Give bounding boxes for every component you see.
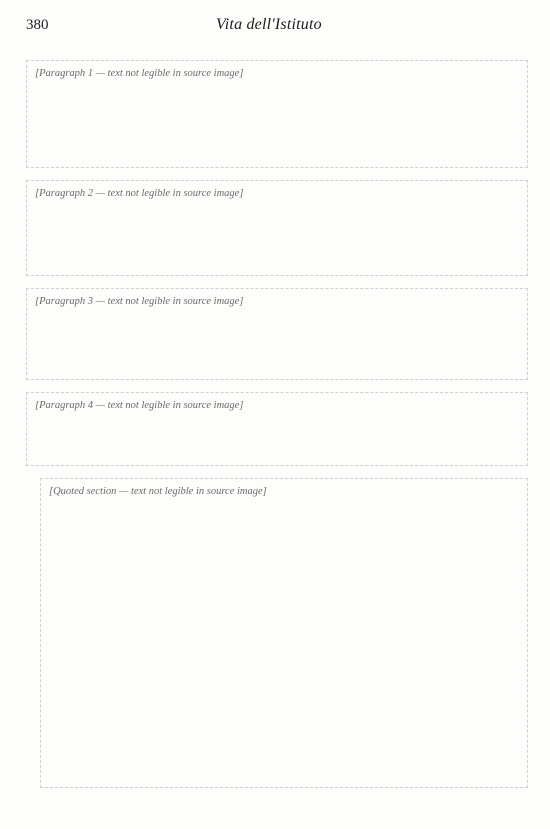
quoted-section-placeholder: [Quoted section — text not legible in source image]: [40, 478, 528, 788]
page-number: 380: [26, 17, 49, 33]
paragraph-placeholder: [Paragraph 1 — text not legible in source image]: [26, 60, 528, 168]
paragraph-placeholder: [Paragraph 4 — text not legible in source image]: [26, 392, 528, 466]
running-header: [26, 16, 528, 44]
running-title: Vita dell'Istituto: [216, 16, 322, 33]
paragraph-placeholder: [Paragraph 3 — text not legible in source image]: [26, 288, 528, 380]
paragraph-placeholder: [Paragraph 2 — text not legible in source image]: [26, 180, 528, 276]
